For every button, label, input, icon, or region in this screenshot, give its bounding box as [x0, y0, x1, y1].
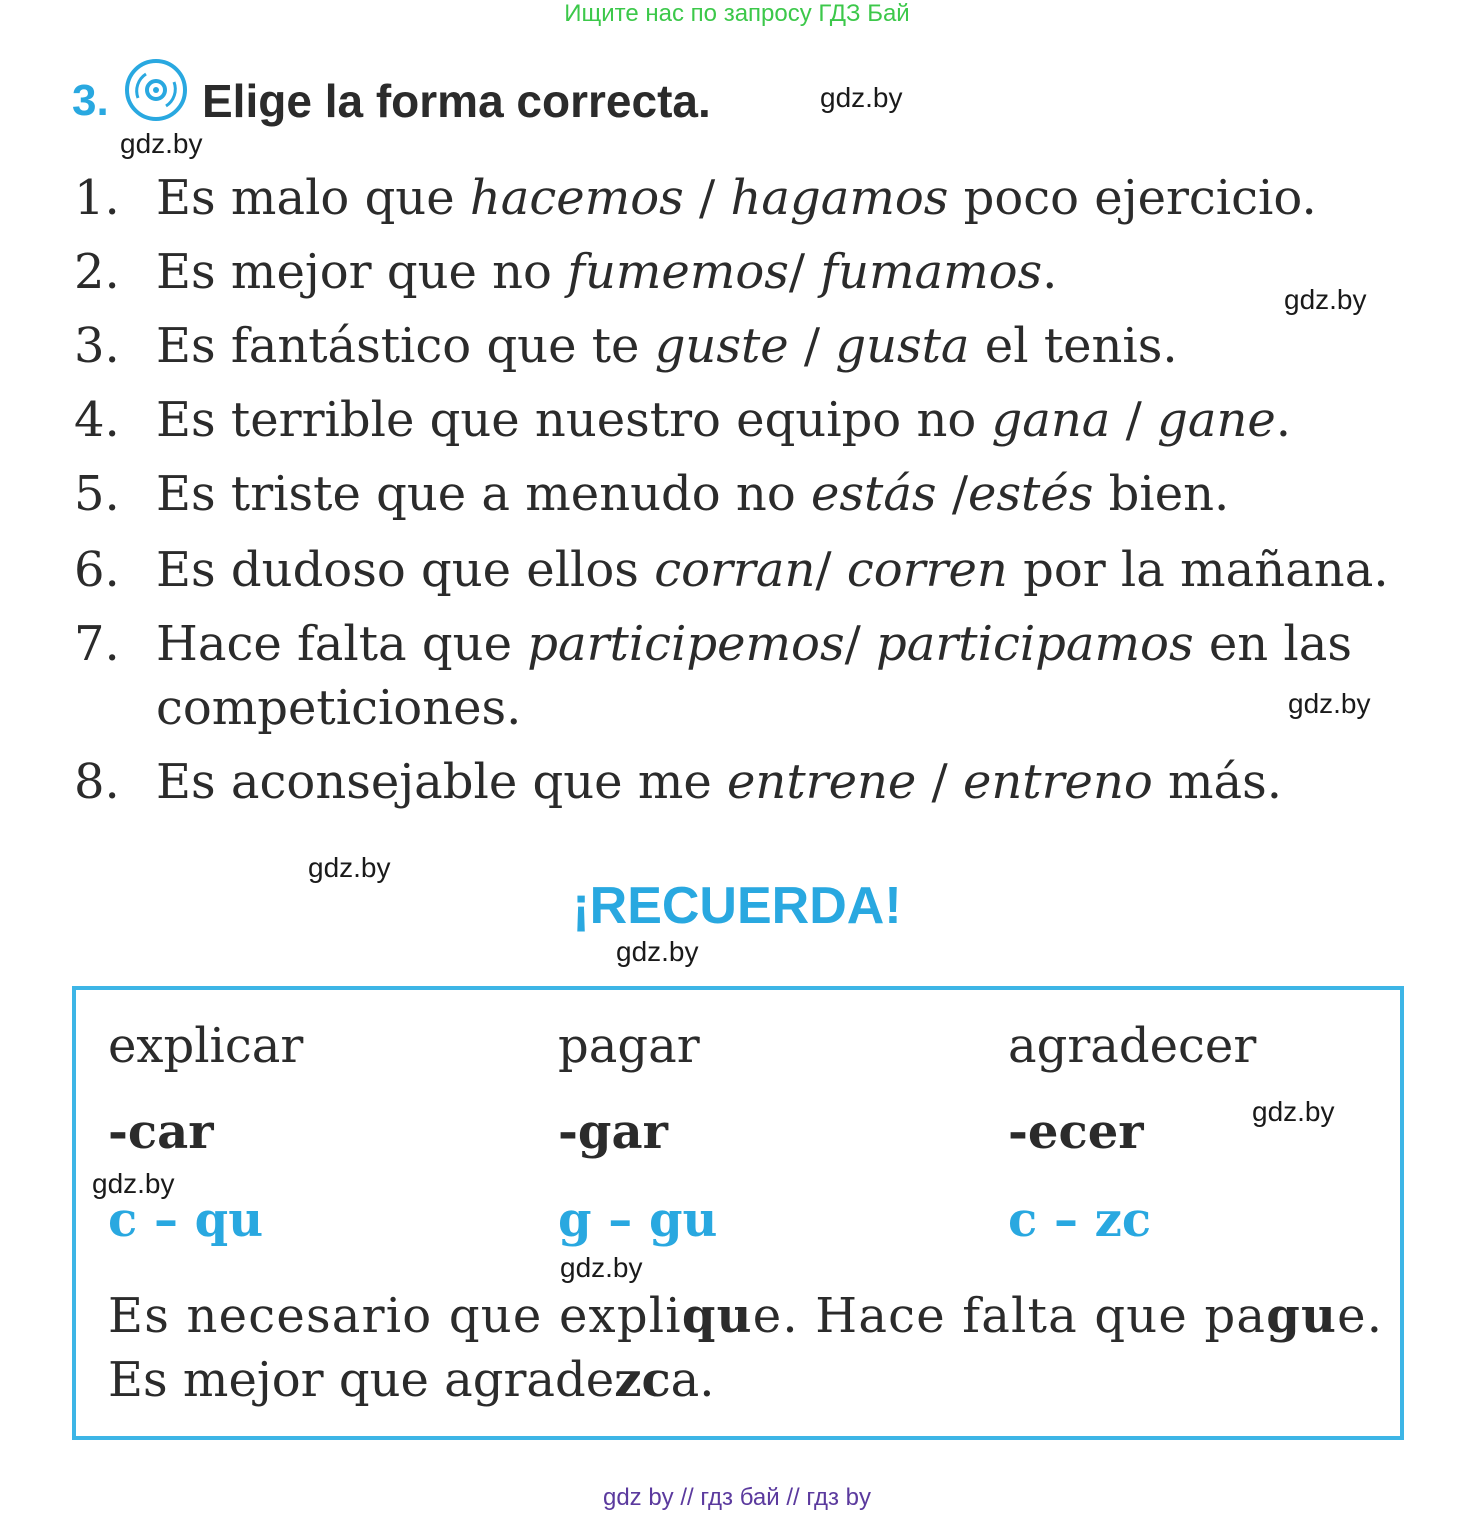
option-2[interactable]: fumamos: [820, 244, 1043, 300]
option-2[interactable]: gane: [1157, 392, 1276, 448]
search-hint: Ищите нас по запросу ГДЗ Бай: [564, 0, 910, 27]
watermark: gdz.by: [92, 1168, 175, 1199]
exercise-title: Elige la forma correcta.: [202, 75, 711, 127]
exercise-item-continuation: competiciones.: [156, 680, 522, 736]
verb-ending: -gar: [558, 1104, 668, 1160]
watermark: gdz.by: [120, 128, 203, 159]
verb-ending: -ecer: [1008, 1104, 1144, 1160]
exercise-number: 3.: [72, 76, 109, 125]
exercise-item: 3. Es fantástico que te guste / gusta el tenis.: [74, 318, 1178, 374]
spelling-change: g – gu: [558, 1192, 718, 1248]
exercise-item: 2. Es mejor que no fumemos/ fumamos.: [74, 244, 1058, 300]
watermark: gdz.by: [308, 852, 391, 883]
footer-links: gdz by // гдз бай // гдз by: [602, 1484, 872, 1511]
watermark: gdz.by: [560, 1252, 643, 1283]
watermark: gdz.by: [616, 936, 699, 967]
exercise-item: 8. Es aconsejable que me entrene / entreno más.: [74, 754, 1283, 810]
option-2[interactable]: estés: [968, 466, 1094, 522]
example-sentence: Es mejor que agradezca.: [108, 1352, 715, 1408]
cd-audio-icon: [124, 58, 188, 122]
option-1[interactable]: estás: [810, 466, 937, 522]
option-2[interactable]: participamos: [876, 616, 1194, 672]
exercise-item: 1. Es malo que hacemos / hagamos poco ejercicio.: [74, 170, 1317, 226]
watermark: gdz.by: [1288, 688, 1371, 719]
verb-ending: -car: [108, 1104, 214, 1160]
exercise-item: 7. Hace falta que participemos/ participamos en las: [74, 616, 1353, 672]
option-2[interactable]: gusta: [835, 318, 970, 374]
verb: explicar: [108, 1018, 304, 1074]
spelling-change: c – zc: [1008, 1192, 1152, 1248]
option-1[interactable]: corran: [654, 542, 816, 598]
recuerda-heading: ¡RECUERDA!: [572, 877, 902, 935]
watermark: gdz.by: [1284, 284, 1367, 315]
exercise-item: 5. Es triste que a menudo no estás /estés bien.: [74, 466, 1230, 522]
spelling-change: c – qu: [108, 1192, 264, 1248]
verb: agradecer: [1008, 1018, 1257, 1074]
option-1[interactable]: participemos: [527, 616, 845, 672]
watermark: gdz.by: [820, 82, 903, 113]
exercise-item: 6. Es dudoso que ellos corran/ corren por la mañana.: [74, 542, 1389, 598]
option-1[interactable]: entrene: [727, 754, 917, 810]
option-1[interactable]: gana: [991, 392, 1111, 448]
option-1[interactable]: fumemos: [567, 244, 789, 300]
option-2[interactable]: hagamos: [730, 170, 949, 226]
exercise-item: 4. Es terrible que nuestro equipo no gana / gane.: [74, 392, 1292, 448]
option-2[interactable]: corren: [846, 542, 1008, 598]
verb: pagar: [558, 1018, 700, 1074]
option-2[interactable]: entreno: [962, 754, 1153, 810]
option-1[interactable]: guste: [654, 318, 789, 374]
example-sentence: Es necesario que explique. Hace falta que pague.: [108, 1288, 1384, 1344]
option-1[interactable]: hacemos: [469, 170, 684, 226]
watermark: gdz.by: [1252, 1096, 1335, 1127]
